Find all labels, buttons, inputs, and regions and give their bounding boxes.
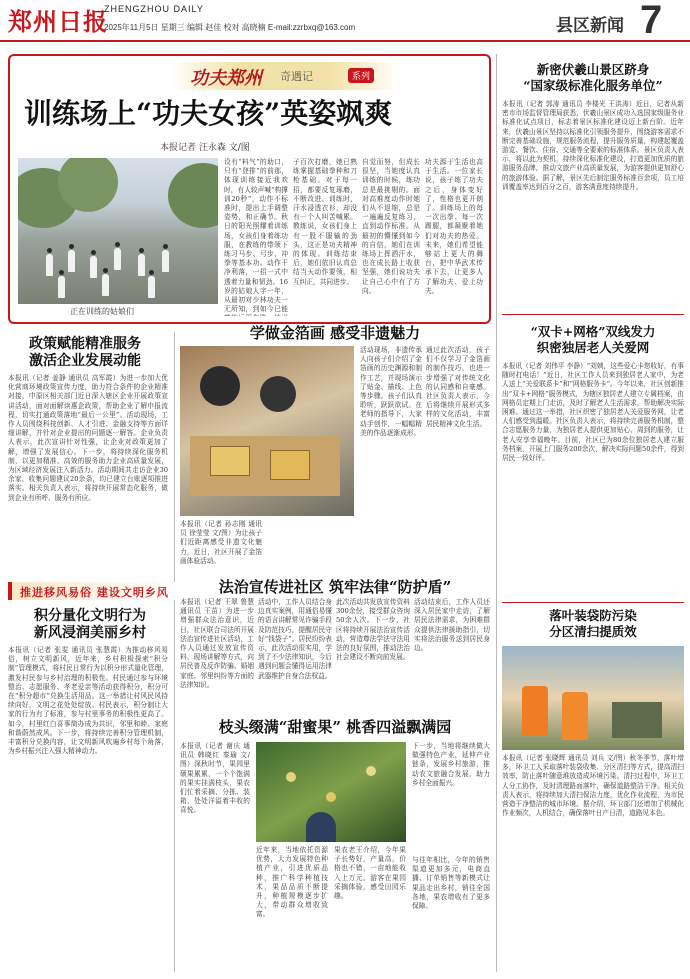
story6-title [502, 62, 684, 94]
story7-title-line1: “双卡+网格”双线发力 [530, 324, 656, 339]
story7-title-line2: 织密独居老人关爱网 [536, 340, 650, 355]
feature-col-2: 子百次打磨，她已熟练掌握基础拳种和刀枪基础。对于每一招，都要反复琢磨，不断改进。训练时，汗水浸透衣衫，却没有一个人叫苦喊累。教练说，女孩们身上有一股不服输的劲头，这正是功夫精神的体现。训练结束后，她们依旧认真总结当天动作要领，相互纠正，共同进步。 [293, 158, 357, 286]
feature-col-3: 自觉而努，但成长很坚，当她度认真训练的时候，练功总是最挑剔的。面对高难度动作时她们从不退缩，总是一遍遍反复练习，直到动作标准。从最初的懵懂到如今的自信，她们在训练场上挥洒汗水，也在成长路上收获坚强，她们说功夫让自己心中有了方向。 [362, 158, 420, 295]
story5-col-2: 近年来，当地依托资源优势，大力发展特色种植产业，引进优质品种，推广科学种植技术，果品品质不断提升，种植规模逐步扩大，带动群众增收致富。 [256, 846, 328, 919]
story5-title: 枝头缀满“甜蜜果” 桃香四溢飘满园 [218, 718, 452, 736]
story3-col-3: 此次活动共发放宣传资料300余份，接受群众咨询50余人次。下一步，社区将持续开展法治宣传活动，营造尊法学法守法用法的良好氛围，推动法治社会建设不断向前发展。 [336, 598, 410, 662]
story8-body: 本报讯（记者 张晓辉 通讯员 刘兵 文/图）秋冬季节，落叶增多，环卫工人采取落叶装袋收集、分区清扫等方式，提高清扫效率，防止落叶随意堆放造成环境污染。清扫过程中，环卫工人分工协作，及时清理路面落叶，确保道路整洁干净。相关负责人表示，将持续加大清扫保洁力度，优化作业流程，为市民营造干净整洁的城市环境。据介绍，环卫部门还增加了机械化作业频次，人机结合，确保落叶日产日清，道路见本色。 [502, 754, 684, 818]
feature-story [8, 54, 491, 324]
story4-title [10, 608, 170, 642]
story2-col-3: 通过此次活动，孩子们不仅学习了金箔画的制作技巧，也进一步增强了对传统文化的认同感和自豪感。社区负责人表示，今后将继续开展形式多样的文化活动，丰富居民精神文化生活。 [426, 346, 490, 428]
page-number: 7 [640, 0, 663, 42]
story3-col-4: 活动结束后，工作人员还深入居民家中走访，了解居民法律需求，为困难群众提供法律援助指引，切实将法治服务送到居民身边。 [414, 598, 490, 653]
story4-body: 本报讯（记者 张雯 通讯员 张慧霞）为推动移风易俗，树立文明新风，近年来，乡村积极探索“积分制”管理模式，将村民日常行为以积分形式量化管理，激发村民参与乡村治理的积极性。村民通过参与环境整治、志愿服务、孝老爱亲等活动获得积分，积分可在“积分超市”兑换生活用品。这一举措让村风民风持续向好，文明之花处处绽放。村民表示，积分制让大家的行为有了标准，参与村里事务的积极性更高了。如今，村里红白喜事简办成为共识，邻里和睦、家庭和谐蔚然成风。下一步，将持续完善积分管理机制，丰富积分兑换内容，让文明新风吹遍乡村每个角落，为乡村振兴注入强大精神动力。 [8, 646, 168, 756]
masthead [0, 0, 690, 42]
column-banner-text: 推进移风易俗 建设文明乡风 [20, 586, 169, 599]
feature-photo [18, 158, 218, 304]
section-name: 县区新闻 [556, 16, 624, 36]
kicker-sub-text: 奇遇记 [280, 70, 313, 83]
feature-kicker [170, 62, 400, 90]
story3-title: 法治宣传进社区 筑牢法律“防护盾” [218, 578, 452, 596]
story1-title-line2: 激活企业发展动能 [29, 353, 141, 369]
kicker-main-text: 功夫郑州 [190, 68, 262, 89]
story7-body: 本报讯（记者 刘伟平 李静）“刘姨，这些爱心卡您收好，有事随时打电话！”近日，社区工作人员来到独居老人家中，为老人送上“关爱联系卡”和“网格服务卡”。今年以来，社区创新推出“双卡+网格”服务模式，为辖区独居老人建立专属档案，由网格员定期上门走访，及时了解老人生活需求，帮助解决实际困难。通过这一举措，社区织密了独居老人关爱服务网，让老人们感受到温暖。社区负责人表示，将持续完善服务机制，整合志愿服务力量，为独居老人提供更加贴心、周到的服务，让老人安享幸福晚年。目前，社区已为80余位独居老人建立服务档案，开展上门服务200余次，解决实际问题50余件，得到居民一致好评。 [502, 362, 684, 463]
issue-info: 2025年11月5日 星期三 编辑 赵佳 校对 高晓楠 E-mail:zzrbxq@163.com [104, 23, 356, 32]
feature-title: 训练场上“功夫女孩”英姿飒爽 [24, 97, 393, 130]
story8-photo [502, 646, 684, 750]
feature-col-4: 功夫源于生活也高于生活。一位家长说，孩子练了功夫之后，身体变好了，性格也更开朗了。训练场上的每一次出拳、每一次踢腿，都凝聚着她们对功夫的热爱。未来，她们希望能够站上更大的舞台，把中华武术传承下去，让更多人了解功夫、爱上功夫。 [425, 158, 483, 295]
kicker-tag: 系列 [348, 68, 374, 83]
column-divider [174, 332, 175, 972]
story8-title-line2: 分区清扫提质效 [549, 624, 637, 639]
story1-title-line1: 政策赋能精准服务 [29, 336, 141, 352]
feature-col-1: 设有“料气”的助口，只有“登排”的前那，体现训练接近我欢时，有人较声喊“构撑训20秒”，动作不标准时，提出上手调整姿势，和正确节。秋日的阳光照耀着训练场，女孩们身着练功服，在教练的带领下练习马步、弓步、冲拳等基本功。动作干净利落，一招一式中透着力量和韧劲。16岁的姑娘人字一年，从最初对少林功夫一无所知，到如今已能 [224, 158, 288, 314]
story4-title-line2: 新风浸润美丽乡村 [34, 625, 146, 641]
story8-title [502, 608, 684, 640]
column-divider-right [496, 54, 497, 972]
story3-col-1: 本报讯（记者 王翠 鲁慧 通讯员 王苗）为进一步增强群众法治意识，近日，社区联合司法所开展法治宣传进社区活动，工作人员通过发放宣传资料、现场讲解等方式，向居民普及反诈防骗、婚姻家庭、邻里纠纷等方面的法律知识。 [180, 598, 254, 689]
story5-col-5: 与往年相比，今年的销售渠道更加多元，电商直播、订单销售等新模式让果品走出乡村，销往全国各地，果农增收有了更多保障。 [412, 856, 490, 911]
section-rule [502, 314, 684, 315]
story8-title-line1: 落叶装袋防污染 [549, 608, 637, 623]
story1-body: 本报讯（记者 姜静 通讯员 高军霞）为进一步加大优化营商环境政策宣传力度，助力符合条件的企业精准对接，中原区相关部门近日深入辖区企业开展政策宣讲活动，面对面解读惠企政策，帮助企业了解申报流程，切实打通政策落地“最后一公里”。活动现场，工作人员围绕科技创新、人才引进、金融支持等方面详细讲解，并针对企业提出的问题逐一解答。企业负责人表示，此次宣讲针对性强，让企业对政策更加了解，增强了发展信心。下一步，将持续深化服务机制，以更加精准、高效的服务助力企业高质量发展，为区域经济发展注入新活力。活动期间共走访企业30余家，收集问题建议20余条，均已建立台账逐项推进落实。相关负责人表示，将持续开展常态化服务，做到企业有所呼、服务有所应。 [8, 374, 168, 502]
story6-body: 本报讯（记者 郭涛 通讯员 李楼光 王洪涛）近日，记者从新密市市场监督管理局获悉，伏羲山景区成功入选国家级服务业标准化试点项目，标志着景区标准化建设迈上新台阶。近年来，伏羲山景区坚持以标准化引领服务提升，围绕游客需求不断完善基础设施，规范服务流程，提升服务质量，构建起覆盖游览、餐饮、住宿、交通等全要素的标准体系。景区负责人表示，将以此为契机，持续深化标准化建设，打造更加优质的旅游服务品牌，推动文旅产业高质量发展，为游客提供更加舒心的旅游体验。据了解，景区先后制定服务标准百余项，员工培训覆盖率达到百分之百，游客满意度持续提升。 [502, 100, 684, 191]
section-rule [502, 602, 684, 603]
story6-title-line1: 新密伏羲山景区跻身 [536, 62, 650, 77]
newspaper-english-name: ZHENGZHOU DAILY [104, 4, 204, 14]
story5-col-3: 果农老王介绍，今年果子长势好，产量高，价格也不错，一亩地能收入上万元。游客在果园采摘体验，感受田园乐趣。 [334, 846, 406, 901]
story2-photo [180, 346, 354, 516]
story5-col-1: 本报讯（记者 谢庆 通讯员 韩晓红 秦瑜 文/图）深秋时节，果园里硕果累累，一个个饱满的果实挂满枝头，果农们忙着采摘、分拣、装箱，处处洋溢着丰收的喜悦。 [180, 742, 250, 815]
story2-col-1: 本报讯（记者 孙志刚 通讯员 徐莹莹 文/图）为让孩子们近距离感受非遗文化魅力，近日，社区开展了金箔画体验活动。 [180, 520, 262, 565]
story4-title-line1: 积分量化文明行为 [34, 608, 146, 624]
newspaper-logo: 郑州日报 [8, 7, 108, 36]
story1-title [10, 336, 160, 370]
story5-photo [256, 742, 406, 842]
photo-caption: 正在训练的姑娘们 [70, 307, 134, 316]
story7-title [502, 324, 684, 356]
column-banner [8, 582, 178, 600]
feature-byline: 本报记者 汪永森 文/图 [160, 143, 250, 153]
story2-title: 学做金箔画 感受非遗魅力 [249, 324, 421, 342]
story5-col-4: 下一步，当地将继续做大做强特色产业，延伸产业链条，发展乡村旅游，推动农文旅融合发展，助力乡村全面振兴。 [412, 742, 490, 787]
story3-col-2: 活动中，工作人员结合身边真实案例，用通俗易懂的语言讲解常见诈骗手段及防范技巧，提醒居民守好“钱袋子”。居民纷纷表示，此次活动很实用，学到了不少法律知识，今后遇到问题会懂得运用法律武器维护自身合法权益。 [258, 598, 332, 680]
story2-col-2: 活动现场，非遗传承人向孩子们介绍了金箔画的历史渊源和制作工艺，并现场演示了贴金、描线、上色等步骤。孩子们认真聆听，跃跃欲试。在老师的指导下，大家动手创作，一幅幅精美的作品逐渐成形。 [360, 346, 422, 437]
story6-title-line2: “国家级标准化服务单位” [523, 78, 663, 93]
